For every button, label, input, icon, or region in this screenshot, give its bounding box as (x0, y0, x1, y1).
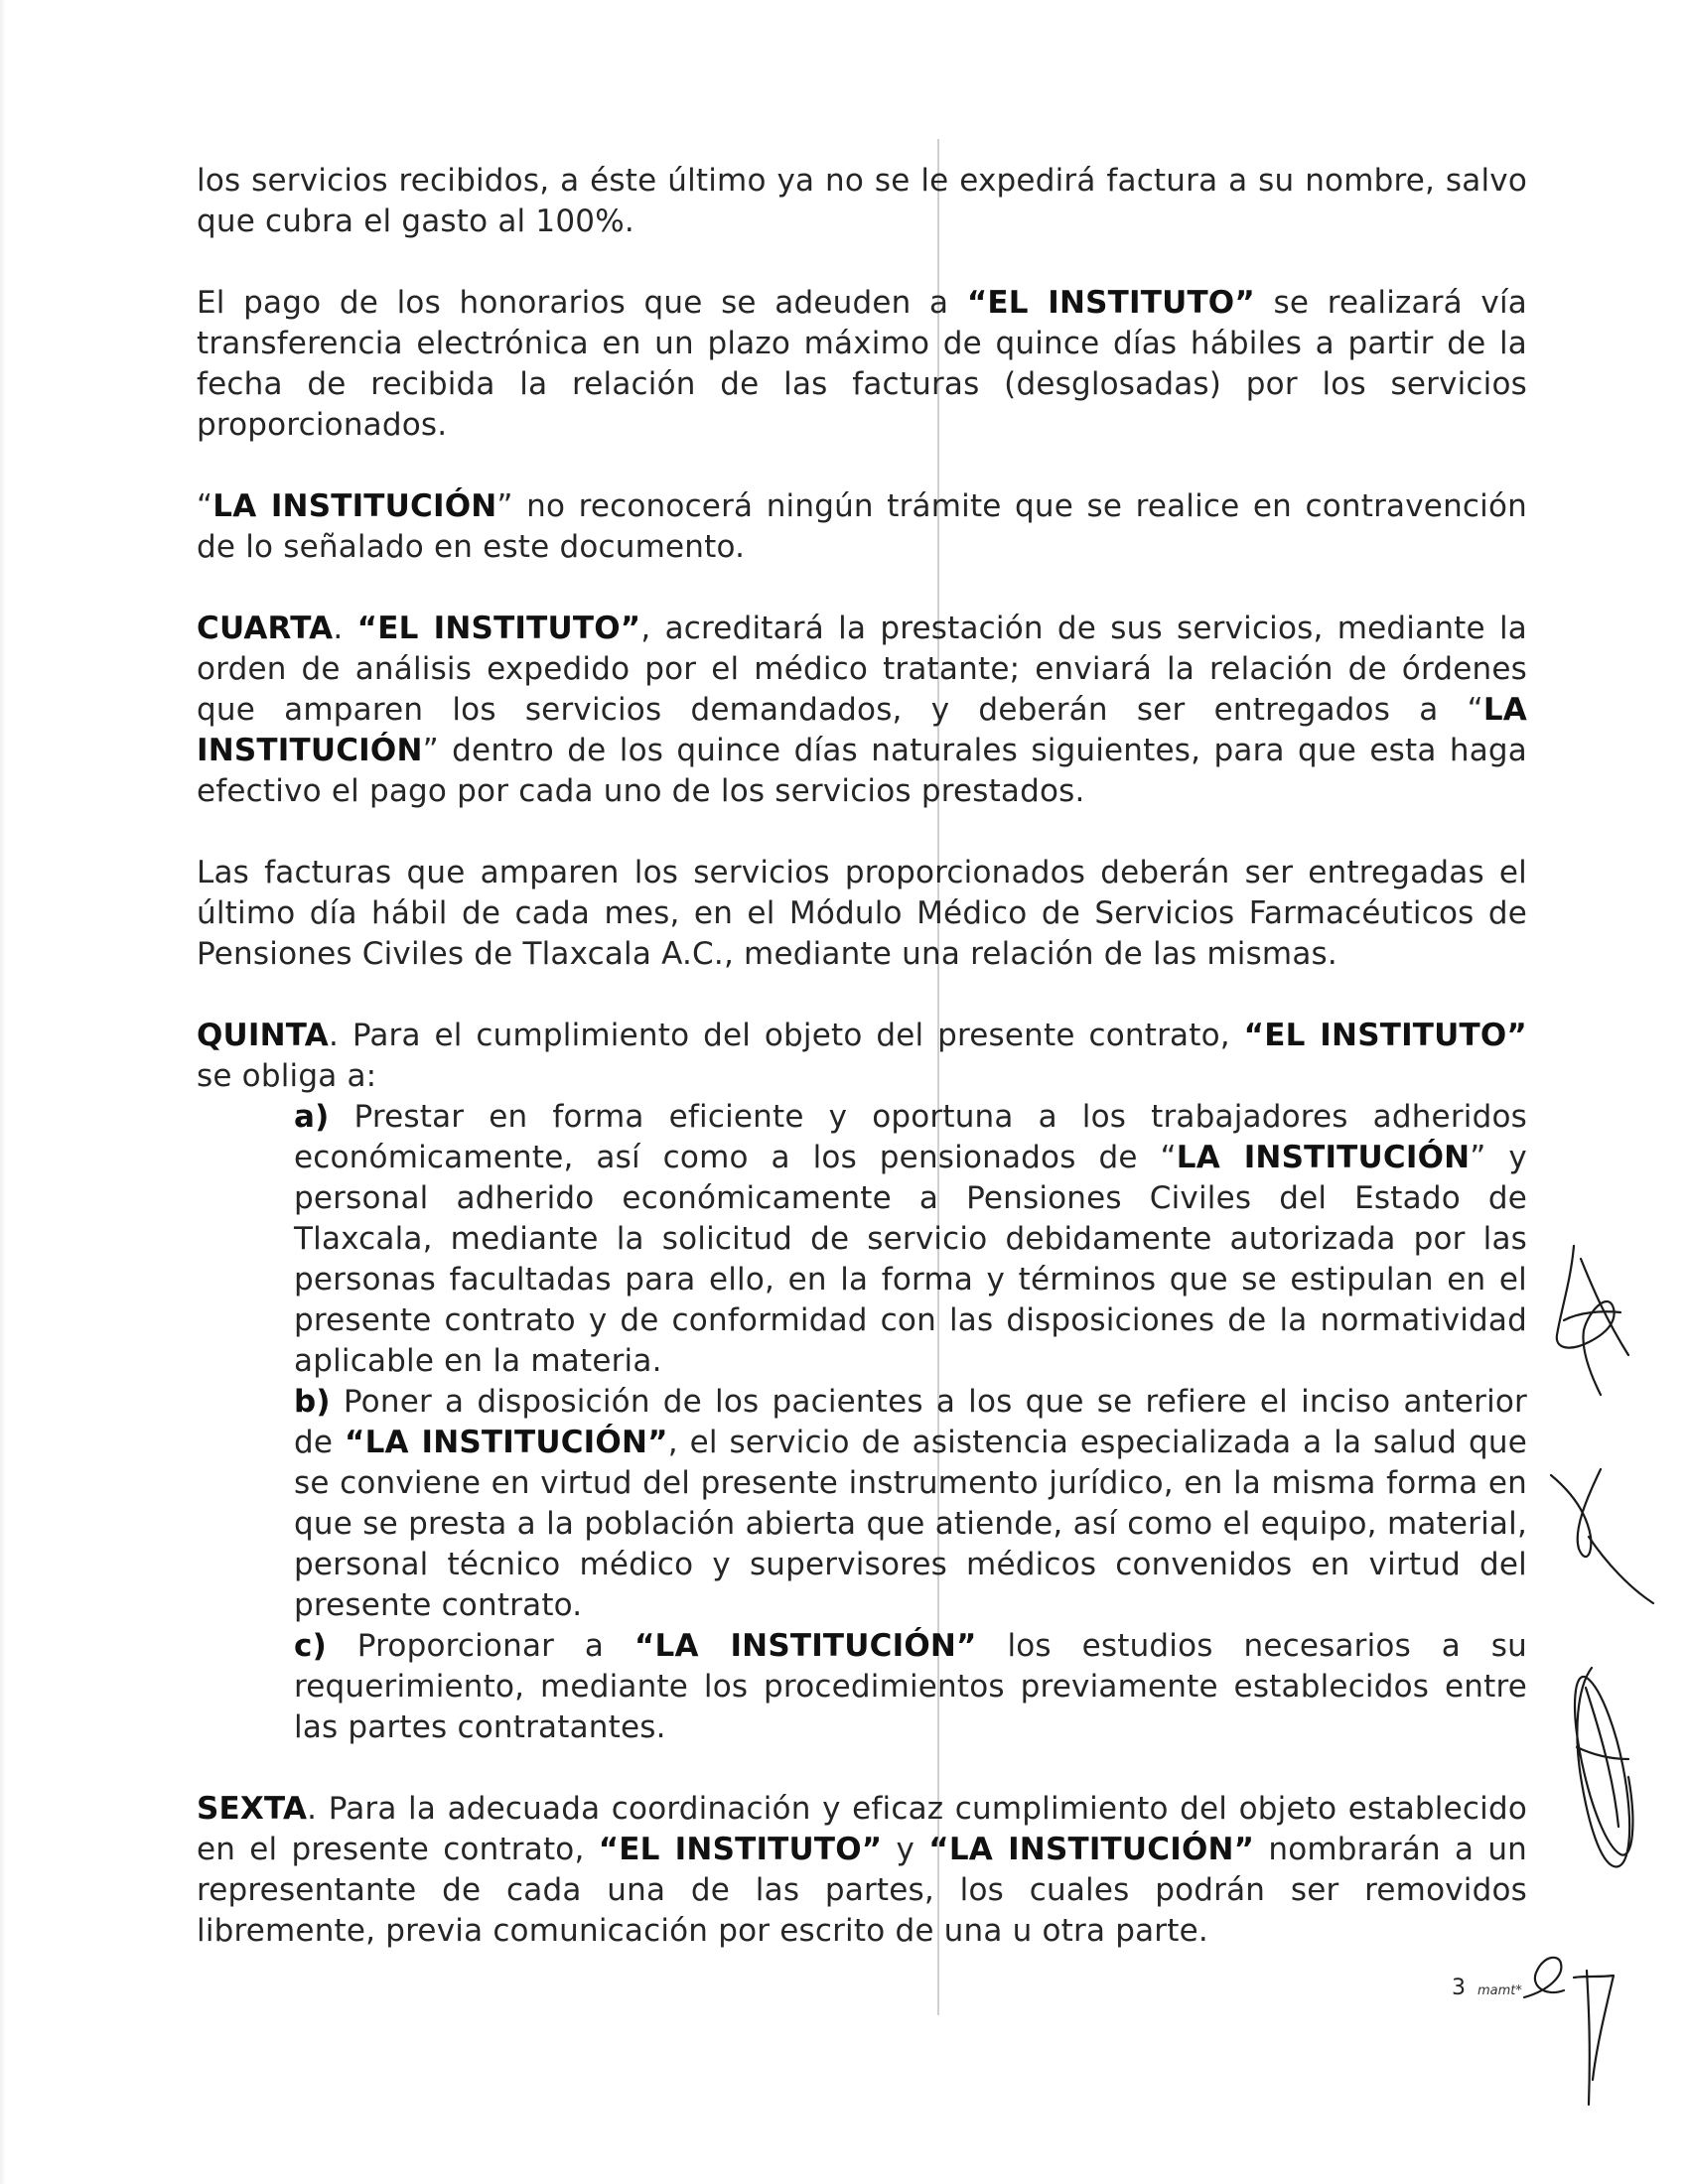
scan-edge-shadow (0, 0, 6, 2184)
document-body (197, 161, 1527, 1992)
clause-quinta: QUINTA. Para el cumplimiento del objeto del presente contrato, “EL INSTITUTO” se obliga a: (197, 1018, 1527, 1094)
list-item: b) Poner a disposición de los pacientes a los que se refiere el inciso anterior de “LA INSTITUCIÓN”, el servicio de asistencia especializada a la salud que se conviene en virtud del presente instrumento jurídico, en la misma forma en que se presta a la población abierta que atiende, así como el equipo, material, personal técnico médico y supervisores médicos convenidos en virtud del presente contrato. (294, 1384, 1527, 1623)
signature-mark-1c (1564, 1311, 1620, 1320)
obligations-list (197, 1097, 1527, 1748)
page-number: 3 (1452, 1976, 1466, 2000)
clause-heading-quinta: QUINTA (197, 1018, 329, 1053)
list-item: a) Prestar en forma eficiente y oportuna a los trabajadores adheridos económicamente, así como a los pensionados de “LA INSTITUCIÓN” y personal adherido económicamente a Pensiones Civiles del Estado de Tlaxcala, mediante la solicitud de servicio debidamente autorizada por las personas facultadas para ello, en la forma y términos que se estipulan en el presente contrato y de conformidad con las disposiciones de la normatividad aplicable en la materia. (294, 1099, 1527, 1379)
paragraph-institution-procedures: “LA INSTITUCIÓN” no reconocerá ningún trámite que se realice en contravención de lo señalado en este documento. (197, 488, 1527, 565)
list-item: c) Proporcionar a “LA INSTITUCIÓN” los estudios necesarios a su requerimiento, mediante los procedimientos previamente establecidos entre las partes contratantes. (294, 1628, 1527, 1745)
signature-mark-3b (1586, 1688, 1618, 1827)
signature-mark-1 (1557, 1246, 1615, 1395)
signature-mark-2 (1551, 1469, 1601, 1557)
initials-mark-b (1574, 1976, 1614, 2080)
signature-mark-3 (1575, 1668, 1632, 1866)
signature-mark-1b (1581, 1259, 1628, 1355)
initials-mark-c (1587, 1971, 1590, 2105)
page-initials: mamt* (1477, 1983, 1522, 1998)
paragraph-invoice-note: los servicios recibidos, a éste último ya no se le expedirá factura a su nombre, salvo que cubra el gasto al 100%. (197, 163, 1527, 239)
clause-cuarta: CUARTA. “EL INSTITUTO”, acreditará la prestación de sus servicios, mediante la orden de análisis expedido por el médico tratante; enviará la relación de órdenes que amparen los servicios demandados, y deberán ser entregados a “LA INSTITUCIÓN” dentro de los quince días naturales siguientes, para que esta haga efectivo el pago por cada uno de los servicios prestados. (197, 611, 1527, 809)
clause-heading-sexta: SEXTA (197, 1791, 308, 1827)
initials-mark (1524, 1958, 1564, 1997)
paragraph-invoices-delivery: Las facturas que amparen los servicios proporcionados deberán ser entregadas el último día hábil de cada mes, en el Módulo Médico de Servicios Farmacéuticos de Pensiones Civiles de Tlaxcala A.C., mediante una relación de las mismas. (197, 855, 1527, 972)
clause-heading-cuarta: CUARTA (197, 611, 334, 646)
signature-mark-3c (1577, 1747, 1628, 1759)
signature-mark-2b (1589, 1537, 1653, 1603)
paragraph-payment: El pago de los honorarios que se adeuden a “EL INSTITUTO” se realizará vía transferencia electrónica en un plazo máximo de quince días hábiles a partir de la fecha de recibida la relación de las facturas (desglosadas) por los servicios proporcionados. (197, 285, 1527, 443)
clause-sexta: SEXTA. Para la adecuada coordinación y eficaz cumplimiento del objeto establecido en el presente contrato, “EL INSTITUTO” y “LA INSTITUCIÓN” nombrarán a un representante de cada una de las partes, los cuales podrán ser removidos libremente, previa comunicación por escrito de una u otra parte. (197, 1791, 1528, 1949)
